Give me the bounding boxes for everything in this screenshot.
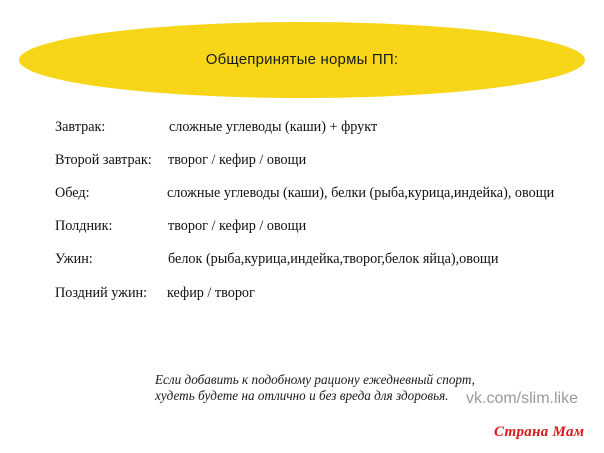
site-logo: Страна Мам [494,424,585,440]
meal-label: Завтрак: [55,119,106,135]
meal-label: Второй завтрак: [55,152,152,168]
page-title: Общепринятые нормы ПП: [205,51,399,68]
meal-label: Обед: [55,185,90,201]
meal-label: Ужин: [55,251,93,267]
watermark-link: vk.com/slim.like [466,390,579,407]
footnote [155,372,475,404]
meal-value: творог / кефир / овощи [168,152,307,168]
meal-value: творог / кефир / овощи [168,218,307,234]
meal-value: сложные углеводы (каши), белки (рыба,курица,индейка), овощи [167,185,555,201]
footnote-line: Если добавить к подобному рациону ежедневный спорт, [155,372,475,387]
meal-label: Поздний ужин: [55,285,148,301]
meal-value: сложные углеводы (каши) + фрукт [169,119,378,135]
meal-value: кефир / творог [167,285,255,301]
footnote-line: худеть будете на отлично и без вреда для здоровья. [155,388,449,403]
meal-value: белок (рыба,курица,индейка,творог,белок яйца),овощи [168,251,499,267]
meal-label: Полдник: [55,218,113,234]
